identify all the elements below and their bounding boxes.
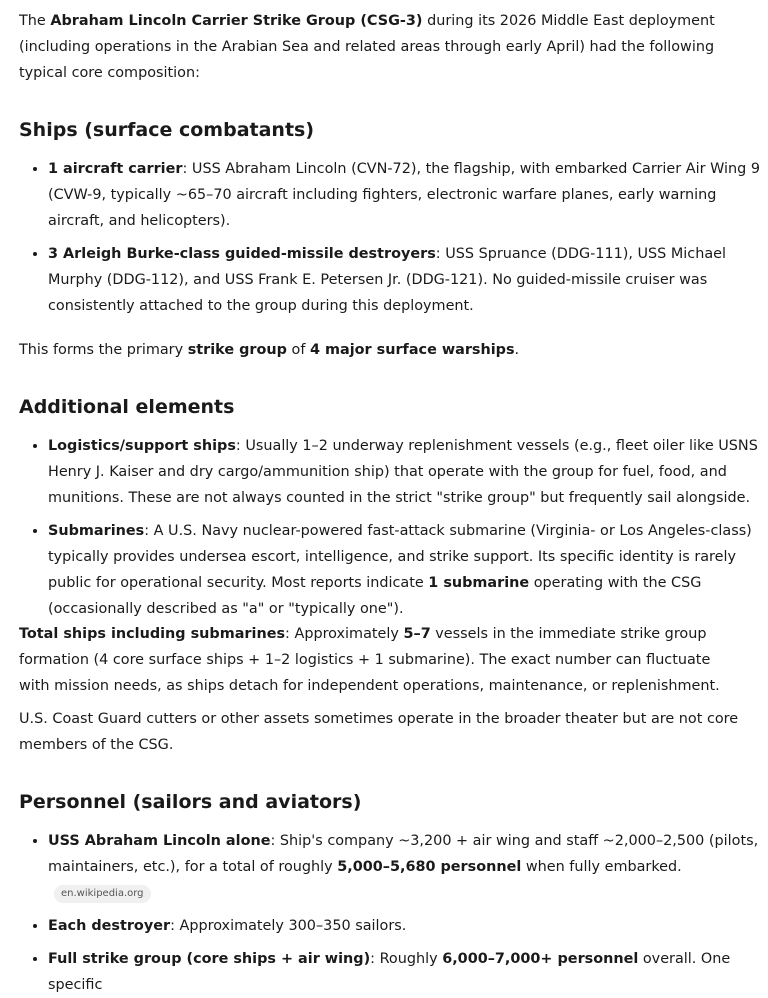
item-bold: Logistics/support ships [48, 438, 236, 454]
list-item [48, 518, 768, 622]
total-text: : Approximately [285, 626, 404, 642]
total-bold: Total ships including submarines [19, 626, 286, 642]
additional-heading: Additional elements [19, 396, 235, 418]
item-bold: Submarines [48, 523, 145, 539]
summary-text: of [286, 342, 310, 358]
summary-text: . [514, 342, 520, 358]
item-text: : USS Spruance (DDG-111), USS Michael Murphy (DDG-112), and USS Frank E. Petersen Jr. (DDG-121). No guided-missile cruiser was consistently attached to the group during this deployment. [48, 246, 727, 314]
item-text: overall. One specific [48, 951, 731, 993]
item-bold: USS Abraham Lincoln alone [48, 833, 271, 849]
total-text: vessels in the immediate strike group formation (4 core surface ships + 1–2 logistics + 1 submarine). The exact number can fluctuate with mission needs, as ships detach for independent operations, maintenance, or replenishment. [19, 626, 720, 694]
item-bold: 3 Arleigh Burke-class guided-missile destroyers [48, 246, 436, 262]
summary-bold: 4 major surface warships [310, 342, 515, 358]
coast-guard-paragraph: U.S. Coast Guard cutters or other assets sometimes operate in the broader theater but are not core members of the CSG. [19, 711, 739, 753]
item-text: : Usually 1–2 underway replenishment vessels (e.g., fleet oiler like USNS Henry J. Kaiser and dry cargo/ammunition ship) that operate with the group for fuel, food, and munitions. These are not always counted in the strict "strike group" but frequently sail alongside. [48, 438, 758, 506]
personnel-list [19, 828, 768, 998]
list-item [48, 156, 768, 234]
summary-bold: strike group [187, 342, 287, 358]
item-bold: Full strike group (core ships + air wing) [48, 951, 371, 967]
item-bold: Each destroyer [48, 918, 171, 934]
list-item [48, 433, 768, 511]
item-text: : Roughly [370, 951, 443, 967]
item-text: : Ship's company ~3,200 + air wing and staff ~2,000–2,500 (pilots, maintainers, etc.), for a total of roughly [48, 833, 759, 875]
item-bold: 1 submarine [428, 575, 530, 591]
list-item [48, 241, 768, 319]
summary-text: This forms the primary [19, 342, 188, 358]
intro-bold: Abraham Lincoln Carrier Strike Group (CSG-3) [50, 13, 423, 29]
ships-summary [19, 337, 741, 363]
list-item [48, 946, 768, 998]
personnel-heading: Personnel (sailors and aviators) [19, 791, 362, 813]
item-text: : A U.S. Navy nuclear-powered fast-attack submarine (Virginia- or Los Angeles-class) typically provides undersea escort, intelligence, and strike support. Its specific identity is rarely public for operational security. Most reports indicate [48, 523, 752, 591]
ships-list [19, 156, 768, 319]
item-text: : Approximately 300–350 sailors. [170, 918, 407, 934]
item-text: operating with the CSG (occasionally described as "a" or "typically one"). [48, 575, 702, 617]
list-item [48, 828, 768, 906]
item-text: : USS Abraham Lincoln (CVN-72), the flagship, with embarked Carrier Air Wing 9 (CVW-9, typically ~65–70 aircraft including fighters, electronic warfare planes, early warning aircraft, and helicopters). [48, 161, 760, 229]
intro-paragraph [19, 8, 741, 86]
item-bold: 1 aircraft carrier [48, 161, 183, 177]
total-bold: 5–7 [403, 626, 431, 642]
ships-heading: Ships (surface combatants) [19, 119, 315, 141]
list-item [48, 913, 768, 939]
source-chip[interactable]: en.wikipedia.org [54, 885, 151, 903]
item-bold: 5,000–5,680 personnel [337, 859, 522, 875]
intro-text-pre: The [19, 13, 51, 29]
item-text: when fully embarked. [521, 859, 682, 875]
intro-text-post: during its 2026 Middle East deployment (including operations in the Arabian Sea and related areas through early April) had the following typical core composition: [19, 13, 715, 81]
additional-list [19, 433, 768, 622]
total-ships-paragraph [19, 621, 741, 699]
item-bold: 6,000–7,000+ personnel [442, 951, 639, 967]
